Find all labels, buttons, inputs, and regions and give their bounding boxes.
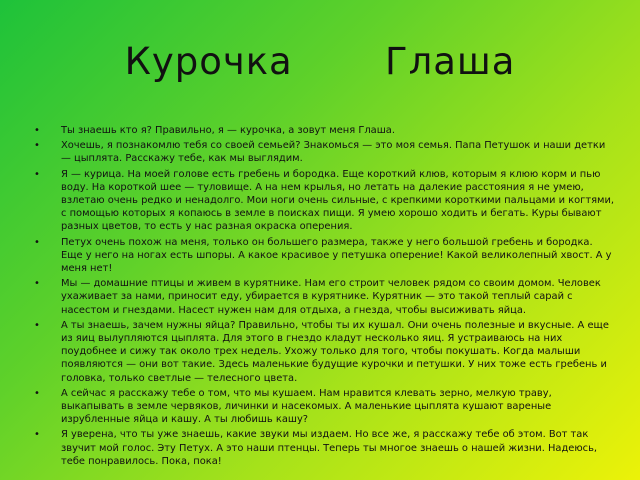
bullet-list xyxy=(34,124,616,470)
bullet-item: • А ты знаешь, зачем нужны яйца? Правильно, чтобы ты их кушал. Они очень полезные и вкусные. А еще из яиц вылупляются цыплята. Для этого в гнездо кладут несколько яиц. Я устраиваюсь на них поудобнее и сижу так около трех недель. Ухожу только для того, чтобы покушать. Когда малыши появляются — они вот такие. Здесь маленькие будущие курочки и петушки. У них тоже есть гребень и головка, только светлые — телесного цвета. xyxy=(34,319,616,385)
bullet-item: • Я — курица. На моей голове есть гребень и бородка. Еще короткий клюв, которым я клюю корм и пью воду. На короткой шее — туловище. А на нем крылья, но летать на далекие расстояния я не умею, взлетаю очень редко и ненадолго. Мои ноги очень сильные, с крепкими короткими пальцами и когтями, с помощью которых я копаюсь в земле в поисках пищи. Я умею хорошо ходить и бегать. Куры бывают разных цветов, то есть у нас разная окраска оперения. xyxy=(34,168,616,234)
bullet-item: • Мы — домашние птицы и живем в курятнике. Нам его строит человек рядом со своим домом. Человек ухаживает за нами, приносит еду, убирается в курятнике. Курятник — это такой теплый сарай с насестом и гнездами. Насест нужен нам для отдыха, а гнезда, чтобы высиживать яйца. xyxy=(34,277,616,317)
bullet-item: • Я уверена, что ты уже знаешь, какие звуки мы издаем. Но все же, я расскажу тебе об этом. Вот так звучит мой голос. Эту Петух. А это наши птенцы. Теперь ты многое знаешь о нашей жизни. Надеюсь, тебе понравилось. Пока, пока! xyxy=(34,428,616,468)
slide-title: Курочка Глаша xyxy=(124,40,516,83)
bullet-item: • Петух очень похож на меня, только он большего размера, также у него большой гребень и бородка. Еще у него на ногах есть шпоры. А какое красивое у петушка оперение! Какой великолепный хвост. А у меня нет! xyxy=(34,236,616,276)
bullet-item: • А сейчас я расскажу тебе о том, что мы кушаем. Нам нравится клевать зерно, мелкую траву, выкапывать в земле червяков, личинки и насекомых. А маленькие цыплята кушают вареные изрубленные яйца и кашу. А ты любишь кашу? xyxy=(34,387,616,427)
bullet-item: • Хочешь, я познакомлю тебя со своей семьей? Знакомься — это моя семья. Папа Петушок и наши детки — цыплята. Расскажу тебе, как мы выглядим. xyxy=(34,139,616,165)
bullet-item: • Ты знаешь кто я? Правильно, я — курочка, а зовут меня Глаша. xyxy=(34,124,616,137)
